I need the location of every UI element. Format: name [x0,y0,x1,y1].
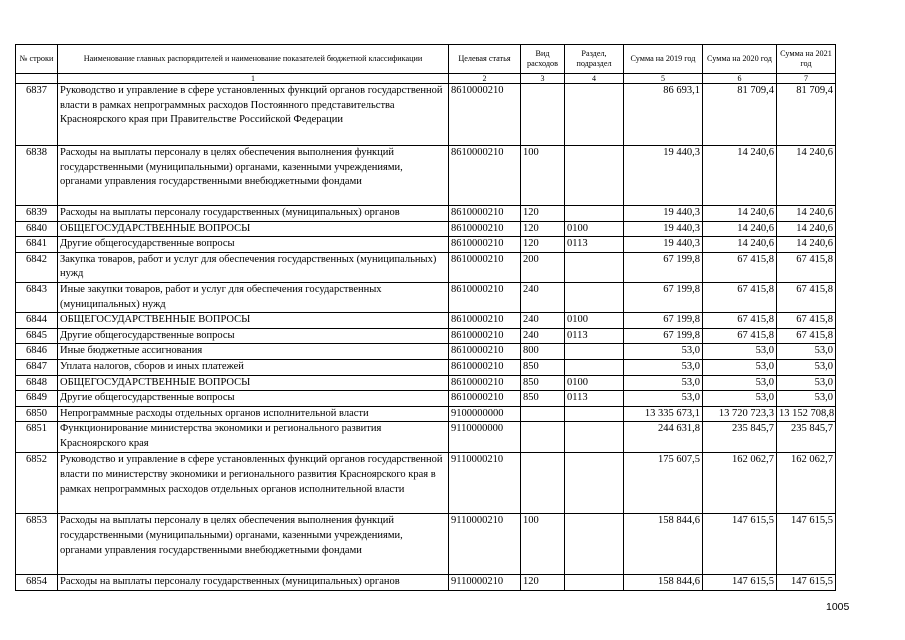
row-sum-2020: 67 415,8 [703,328,777,344]
row-number: 6852 [16,453,58,514]
row-vid [521,422,565,453]
header-row-no: № строки [16,45,58,74]
row-name: Руководство и управление в сфере установленных функций органов государственной власти по министерству экономики и регионального развития Красноярского края в рамках непрограммных расходов отдельных органов исполнительной власти [58,453,449,514]
row-sum-2020: 147 615,5 [703,514,777,575]
table-row [16,252,836,282]
row-sum-2021: 162 062,7 [777,453,836,514]
row-sum-2021: 13 152 708,8 [777,406,836,422]
table-row [16,344,836,360]
row-sum-2019: 158 844,6 [624,575,703,591]
table-row [16,237,836,253]
row-razdel [565,406,624,422]
row-name: Расходы на выплаты персоналу в целях обеспечения выполнения функций государственными (муниципальными) органами, казенными учреждениями, органами управления государственными внебюджетными фондами [58,514,449,575]
row-number: 6849 [16,391,58,407]
row-name: Расходы на выплаты персоналу в целях обеспечения выполнения функций государственными (муниципальными) органами, казенными учреждениями, органами управления государственными внебюджетными фондами [58,146,449,206]
row-vid: 120 [521,575,565,591]
row-number: 6851 [16,422,58,453]
row-razdel: 0113 [565,237,624,253]
row-sum-2020: 147 615,5 [703,575,777,591]
row-sum-2019: 175 607,5 [624,453,703,514]
row-target: 8610000210 [449,359,521,375]
row-vid: 240 [521,328,565,344]
row-target: 8610000210 [449,84,521,146]
row-sum-2019: 53,0 [624,344,703,360]
row-vid: 120 [521,221,565,237]
row-vid: 200 [521,252,565,282]
row-target: 8610000210 [449,313,521,329]
row-sum-2019: 67 199,8 [624,282,703,312]
row-razdel [565,422,624,453]
row-razdel [565,252,624,282]
row-sum-2019: 13 335 673,1 [624,406,703,422]
row-sum-2019: 19 440,3 [624,221,703,237]
table-row [16,313,836,329]
row-target: 8610000210 [449,375,521,391]
row-razdel [565,282,624,312]
row-sum-2021: 67 415,8 [777,282,836,312]
row-sum-2020: 53,0 [703,375,777,391]
row-razdel: 0113 [565,391,624,407]
table-row [16,575,836,591]
row-target: 9100000000 [449,406,521,422]
header-row [16,45,836,74]
row-sum-2020: 13 720 723,3 [703,406,777,422]
row-number: 6848 [16,375,58,391]
row-razdel: 0100 [565,221,624,237]
row-razdel [565,206,624,222]
row-sum-2021: 53,0 [777,391,836,407]
row-sum-2020: 53,0 [703,359,777,375]
row-name: Расходы на выплаты персоналу государственных (муниципальных) органов [58,206,449,222]
row-name: Руководство и управление в сфере установленных функций органов государственной власти в рамках непрограммных расходов Постоянного представительства Красноярского края при Правительстве Российской Федерации [58,84,449,146]
row-sum-2019: 19 440,3 [624,237,703,253]
row-sum-2020: 14 240,6 [703,206,777,222]
row-sum-2019: 244 631,8 [624,422,703,453]
row-number: 6843 [16,282,58,312]
row-sum-2019: 19 440,3 [624,206,703,222]
row-name: Непрограммные расходы отдельных органов исполнительной власти [58,406,449,422]
row-sum-2021: 67 415,8 [777,328,836,344]
row-number: 6846 [16,344,58,360]
row-sum-2020: 162 062,7 [703,453,777,514]
row-sum-2021: 14 240,6 [777,146,836,206]
table-row [16,391,836,407]
column-index: 3 [521,74,565,84]
row-number: 6853 [16,514,58,575]
row-number: 6838 [16,146,58,206]
row-sum-2019: 67 199,8 [624,313,703,329]
row-target: 8610000210 [449,391,521,407]
row-name: Другие общегосударственные вопросы [58,237,449,253]
column-index-empty [16,74,58,84]
row-name: Другие общегосударственные вопросы [58,328,449,344]
row-sum-2021: 53,0 [777,375,836,391]
row-vid: 240 [521,313,565,329]
row-target: 9110000210 [449,514,521,575]
row-vid: 120 [521,237,565,253]
row-vid: 100 [521,514,565,575]
row-target: 8610000210 [449,237,521,253]
table-row [16,514,836,575]
header-sum-2021: Сумма на 2021 год [777,45,836,74]
row-name: Иные бюджетные ассигнования [58,344,449,360]
row-razdel: 0100 [565,313,624,329]
row-sum-2020: 14 240,6 [703,237,777,253]
row-vid: 240 [521,282,565,312]
table-row [16,406,836,422]
row-sum-2020: 53,0 [703,391,777,407]
table-row [16,221,836,237]
column-index: 4 [565,74,624,84]
table-row [16,206,836,222]
row-sum-2021: 147 615,5 [777,575,836,591]
column-index: 2 [449,74,521,84]
table-row [16,453,836,514]
row-name: Иные закупки товаров, работ и услуг для обеспечения государственных (муниципальных) нужд [58,282,449,312]
row-number: 6854 [16,575,58,591]
row-name: Закупка товаров, работ и услуг для обеспечения государственных (муниципальных) нужд [58,252,449,282]
row-sum-2021: 147 615,5 [777,514,836,575]
row-name: Расходы на выплаты персоналу государственных (муниципальных) органов [58,575,449,591]
table-row [16,146,836,206]
row-number: 6839 [16,206,58,222]
header-target: Целевая статья [449,45,521,74]
row-razdel: 0100 [565,375,624,391]
row-sum-2021: 235 845,7 [777,422,836,453]
row-sum-2020: 235 845,7 [703,422,777,453]
row-vid: 850 [521,391,565,407]
row-number: 6850 [16,406,58,422]
row-sum-2020: 81 709,4 [703,84,777,146]
header-sum-2019: Сумма на 2019 год [624,45,703,74]
table-row [16,282,836,312]
row-vid [521,84,565,146]
row-sum-2019: 19 440,3 [624,146,703,206]
row-target: 9110000000 [449,422,521,453]
row-sum-2019: 67 199,8 [624,328,703,344]
row-number: 6841 [16,237,58,253]
row-vid [521,406,565,422]
row-number: 6844 [16,313,58,329]
row-sum-2021: 14 240,6 [777,221,836,237]
row-number: 6847 [16,359,58,375]
row-razdel [565,514,624,575]
row-vid: 850 [521,375,565,391]
row-vid [521,453,565,514]
row-name: Другие общегосударственные вопросы [58,391,449,407]
row-vid: 850 [521,359,565,375]
table-row [16,375,836,391]
row-sum-2021: 14 240,6 [777,206,836,222]
header-vid: Вид расходов [521,45,565,74]
row-razdel [565,575,624,591]
column-index-row [16,74,836,84]
header-sum-2020: Сумма на 2020 год [703,45,777,74]
table-row [16,84,836,146]
row-razdel [565,344,624,360]
row-target: 8610000210 [449,252,521,282]
row-target: 9110000210 [449,575,521,591]
row-razdel: 0113 [565,328,624,344]
column-index: 6 [703,74,777,84]
row-vid: 800 [521,344,565,360]
row-sum-2021: 53,0 [777,359,836,375]
row-name: ОБЩЕГОСУДАРСТВЕННЫЕ ВОПРОСЫ [58,375,449,391]
row-sum-2019: 67 199,8 [624,252,703,282]
row-sum-2020: 67 415,8 [703,313,777,329]
table-body [16,84,836,591]
page-number: 1005 [826,601,850,613]
table-row [16,359,836,375]
row-razdel [565,453,624,514]
column-index: 7 [777,74,836,84]
column-index: 5 [624,74,703,84]
row-vid: 100 [521,146,565,206]
row-target: 9110000210 [449,453,521,514]
column-index: 1 [58,74,449,84]
row-razdel [565,359,624,375]
row-sum-2021: 81 709,4 [777,84,836,146]
row-sum-2020: 14 240,6 [703,146,777,206]
row-sum-2020: 67 415,8 [703,282,777,312]
row-name: Функционирование министерства экономики и регионального развития Красноярского края [58,422,449,453]
row-name: ОБЩЕГОСУДАРСТВЕННЫЕ ВОПРОСЫ [58,221,449,237]
row-target: 8610000210 [449,146,521,206]
row-sum-2021: 14 240,6 [777,237,836,253]
row-target: 8610000210 [449,344,521,360]
header-name: Наименование главных распорядителей и наименование показателей бюджетной классификации [58,45,449,74]
row-sum-2021: 67 415,8 [777,252,836,282]
row-sum-2019: 53,0 [624,375,703,391]
row-sum-2020: 67 415,8 [703,252,777,282]
row-name: ОБЩЕГОСУДАРСТВЕННЫЕ ВОПРОСЫ [58,313,449,329]
row-number: 6837 [16,84,58,146]
table-row [16,422,836,453]
row-razdel [565,84,624,146]
row-sum-2020: 53,0 [703,344,777,360]
row-target: 8610000210 [449,221,521,237]
row-sum-2021: 53,0 [777,344,836,360]
row-target: 8610000210 [449,328,521,344]
row-number: 6845 [16,328,58,344]
budget-table [15,44,836,591]
row-target: 8610000210 [449,282,521,312]
row-sum-2021: 67 415,8 [777,313,836,329]
header-razdel: Раздел, подраздел [565,45,624,74]
row-number: 6840 [16,221,58,237]
row-sum-2019: 53,0 [624,391,703,407]
row-sum-2020: 14 240,6 [703,221,777,237]
row-vid: 120 [521,206,565,222]
row-name: Уплата налогов, сборов и иных платежей [58,359,449,375]
row-sum-2019: 158 844,6 [624,514,703,575]
row-sum-2019: 53,0 [624,359,703,375]
row-number: 6842 [16,252,58,282]
row-razdel [565,146,624,206]
row-sum-2019: 86 693,1 [624,84,703,146]
row-target: 8610000210 [449,206,521,222]
table-row [16,328,836,344]
